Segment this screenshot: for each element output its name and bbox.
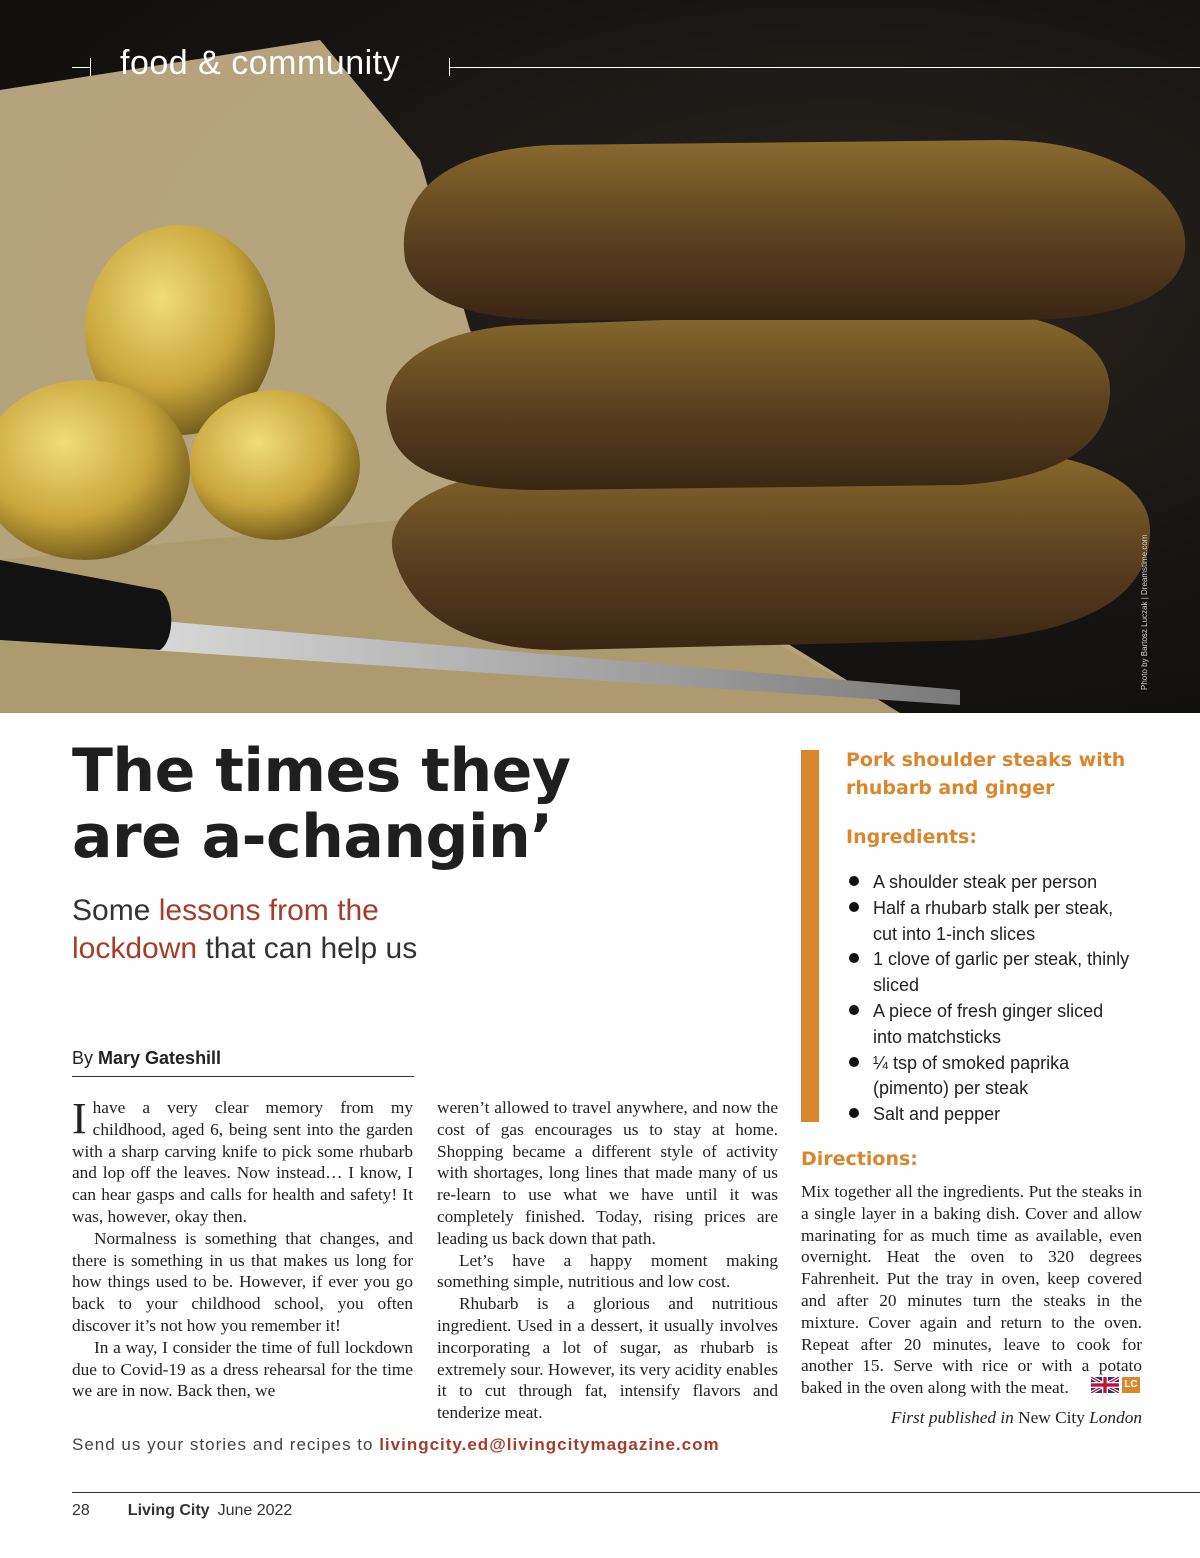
magazine-name: Living City [127,1502,210,1519]
page-number: 28 [72,1502,90,1519]
article-headline [72,738,632,870]
first-published-note [801,1408,1142,1428]
contact-text: Send us your stories and recipes to [72,1435,380,1454]
author-name: Mary Gateshill [98,1048,222,1068]
publication-marks [1091,1377,1140,1393]
paragraph: weren’t allowed to travel anywhere, and now the cost of gas encourages us to stay at home. Shopping became a different style of activity with shortages, long lines that made many of us re-learn to use what we have until it was completely finished. Today, rising prices are leading us back down that path. [437,1098,778,1248]
deck-accent: lessons from the lockdown [72,894,379,965]
section-rule [72,67,90,68]
ingredient-item: A shoulder steak per person [846,870,1136,896]
recipe-title: Pork shoulder steaks with rhubarb and ginger [846,749,1126,799]
issue-date: June 2022 [217,1502,293,1519]
ingredient-item: Salt and pepper [846,1102,1136,1128]
published-place: London [1084,1408,1142,1427]
ingredients-list [846,870,1136,1128]
published-prefix: First published in [890,1408,1019,1427]
contact-line [72,1435,720,1455]
paragraph: Rhubarb is a glorious and nutritious ingredient. Used in a dessert, it usually involves incorporating a lot of sugar, as rhubarb is extremely sour. However, its very acidity enables it to cut through fat, intensify flavors and tenderize meat. [437,1294,778,1423]
ingredient-item: 1 clove of garlic per steak, thinly sliced [846,947,1136,999]
article-deck [72,892,512,968]
paragraph-text: have a very clear memory from my childhood, aged 6, being sent into the garden with a sharp carving knife to pick some rhubarb and lop off the leaves. Now instead… I know, I can hear gasps and calls for health and safety! It was, however, okay then. [72,1098,413,1226]
deck-text: that can help us [197,932,418,965]
recipe-accent-bar [801,750,819,1122]
ingredient-item: Half a rhubarb stalk per steak, cut into 1-inch slices [846,896,1136,948]
drop-cap: I [72,1094,87,1143]
byline [72,1048,414,1077]
page-footer [72,1502,292,1520]
food-illustration [0,0,1200,713]
photo-credit: Photo by Bartosz Luczak | Dreamstime.com [1140,534,1149,690]
headline-line: are a-changin’ [72,802,553,872]
section-label: food & community [120,44,401,82]
ingredients-heading: Ingredients: [846,826,977,848]
published-publication: New City [1018,1408,1085,1427]
article-column-2 [437,1097,778,1424]
pork-steak [404,140,1185,320]
paragraph: Let’s have a happy moment making something simple, nutritious and low cost. [437,1250,778,1292]
hero-photo [0,0,1200,713]
paragraph [72,1094,413,1228]
deck-text: Some [72,894,159,927]
directions-heading: Directions: [801,1148,918,1170]
section-tick [90,58,91,76]
directions-text: Mix together all the ingredients. Put the steaks in a single layer in a baking dish. Cover and allow marinating for as much time as available, even overnight. Heat the oven to 320 degrees Fahrenheit. Put the tray in oven, keep covered and after 20 minutes turn the steaks in the mixture. Cover again and return to the oven. Repeat after 20 minutes, leave to cook for another 15. Serve with rice or with a potato baked in the oven along with the meat. [801,1182,1142,1398]
uk-flag-icon [1091,1377,1119,1393]
headline-line: The times they [72,736,571,806]
footer-rule [72,1492,1200,1493]
contact-email-link[interactable]: livingcity.ed@livingcitymagazine.com [379,1435,720,1454]
ingredient-item: A piece of fresh ginger sliced into matchsticks [846,999,1136,1051]
section-rule [449,67,1200,68]
paragraph: In a way, I consider the time of full lockdown due to Covid-19 as a dress rehearsal for the time we are in now. Back then, we [72,1337,413,1401]
ingredient-item: ¼ tsp of smoked paprika (pimento) per steak [846,1051,1136,1103]
pork-steak [386,310,1110,490]
paragraph: Normalness is something that changes, and there is something in us that makes us long for how things used to be. However, if ever you go back to your childhood school, you often discover it’s not how you remember it! [72,1228,413,1335]
article-column-1 [72,1094,413,1402]
potato [190,390,360,540]
lc-logo-icon: LC [1122,1377,1140,1393]
byline-prefix: By [72,1048,99,1068]
